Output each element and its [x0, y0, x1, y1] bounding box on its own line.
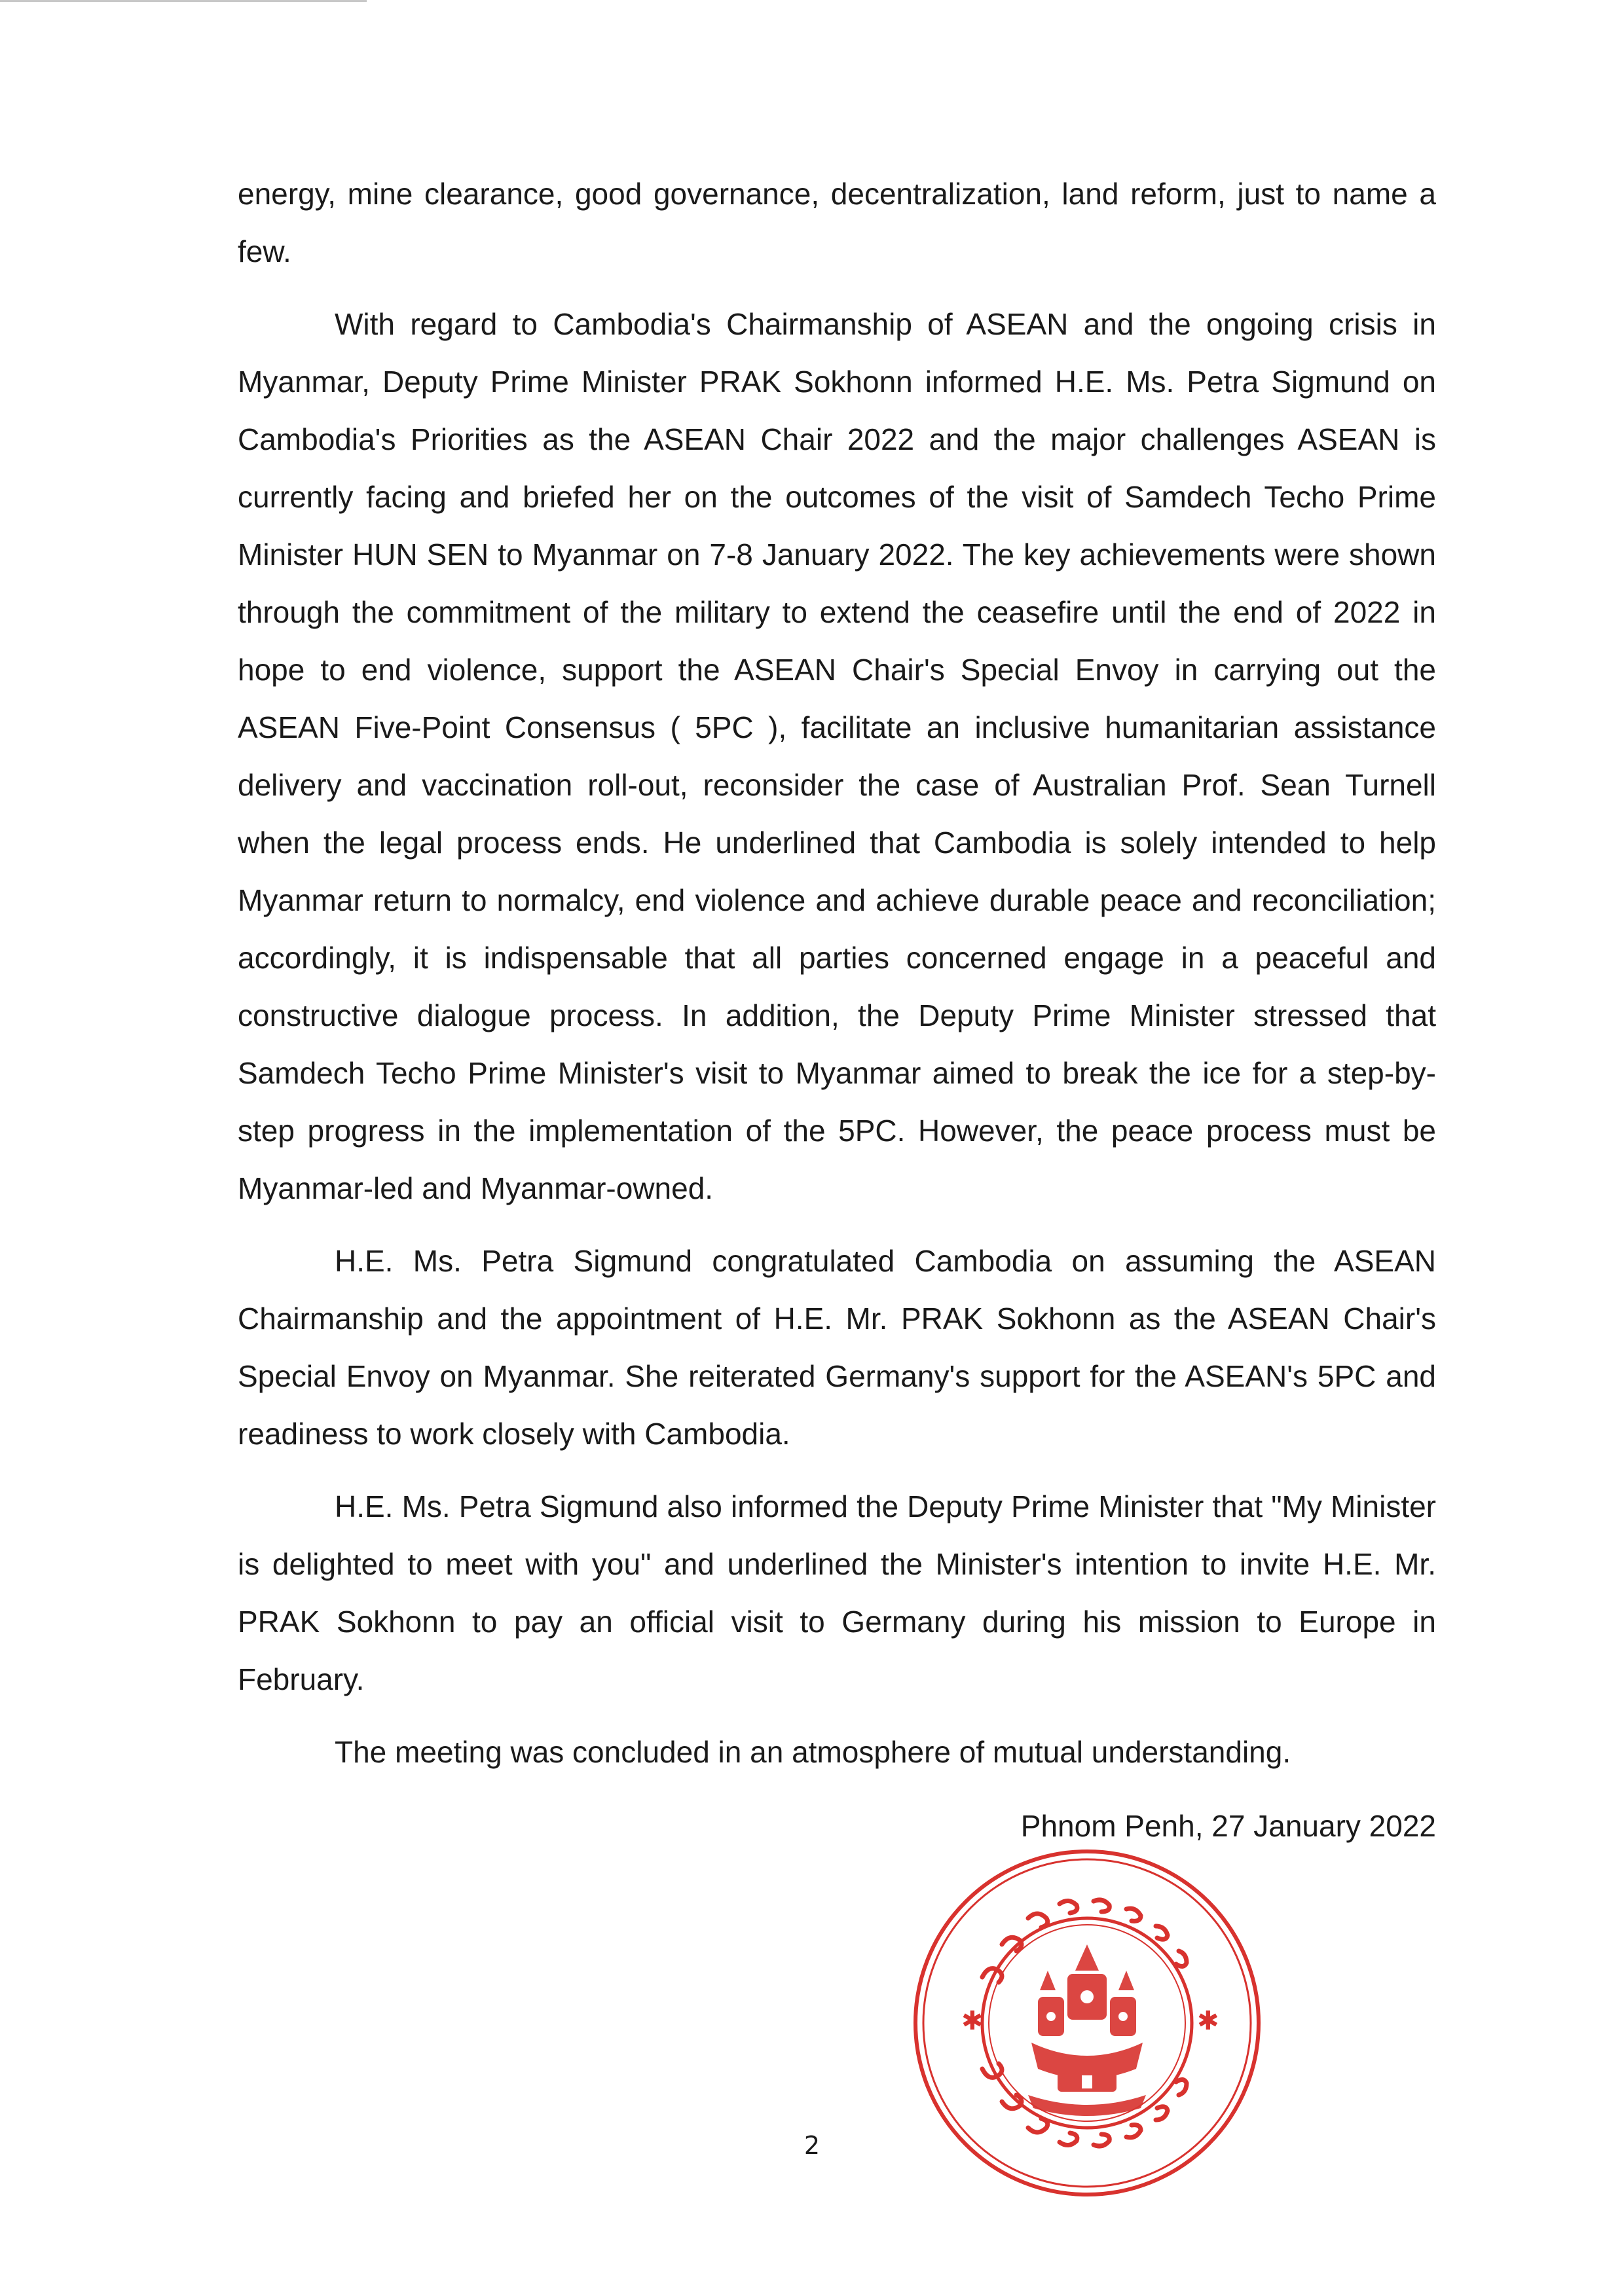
document-body [238, 165, 1436, 1781]
svg-text:✱: ✱ [1197, 2006, 1219, 2036]
place-date: Phnom Penh, 27 January 2022 [1020, 1809, 1436, 1843]
svg-text:✱: ✱ [961, 2006, 984, 2036]
page-number: 2 [803, 2131, 821, 2160]
paragraph-4: H.E. Ms. Petra Sigmund also informed the Deputy Prime Minister that "My Minister is delighted to meet with you" and underlined the Minister's intention to invite H.E. Mr. PRAK Sokhonn to pay an official visit to Germany during his mission to Europe in February. [238, 1489, 1436, 1696]
paragraph-3: H.E. Ms. Petra Sigmund congratulated Cambodia on assuming the ASEAN Chairmanship and the appointment of H.E. Mr. PRAK Sokhonn as the ASEAN Chair's Special Envoy on Myanmar. She reiterated Germany's support for the ASEAN's 5PC and readiness to work closely with Cambodia. [238, 1244, 1436, 1451]
scan-top-edge [0, 0, 367, 2]
ministry-seal-icon [910, 1846, 1264, 2200]
paragraph-1: energy, mine clearance, good governance, decentralization, land reform, just to name a few. [238, 177, 1436, 268]
paragraph-2: With regard to Cambodia's Chairmanship of ASEAN and the ongoing crisis in Myanmar, Deputy Prime Minister PRAK Sokhonn informed H.E. Ms. Petra Sigmund on Cambodia's Priorities as the ASEAN Chair 2022 and the major challenges ASEAN is currently facing and briefed her on the outcomes of the visit of Samdech Techo Prime Minister HUN SEN to Myanmar on 7-8 January 2022. The key achievements were shown through the commitment of the military to extend the ceasefire until the end of 2022 in hope to end violence, support the ASEAN Chair's Special Envoy in carrying out the ASEAN Five-Point Consensus ( 5PC ), facilitate an inclusive humanitarian assistance delivery and vaccination roll-out, reconsider the case of Australian Prof. Sean Turnell when the legal process ends. He underlined that Cambodia is solely intended to help Myanmar return to normalcy, end violence and achieve durable peace and reconciliation; accordingly, it is indispensable that all parties concerned engage in a peaceful and constructive dialogue process. In addition, the Deputy Prime Minister stressed that Samdech Techo Prime Minister's visit to Myanmar aimed to break the ice for a step-by-step progress in the implementation of the 5PC. However, the peace process must be Myanmar-led and Myanmar-owned. [238, 307, 1436, 1205]
paragraph-5: The meeting was concluded in an atmosphere of mutual understanding. [335, 1735, 1291, 1769]
